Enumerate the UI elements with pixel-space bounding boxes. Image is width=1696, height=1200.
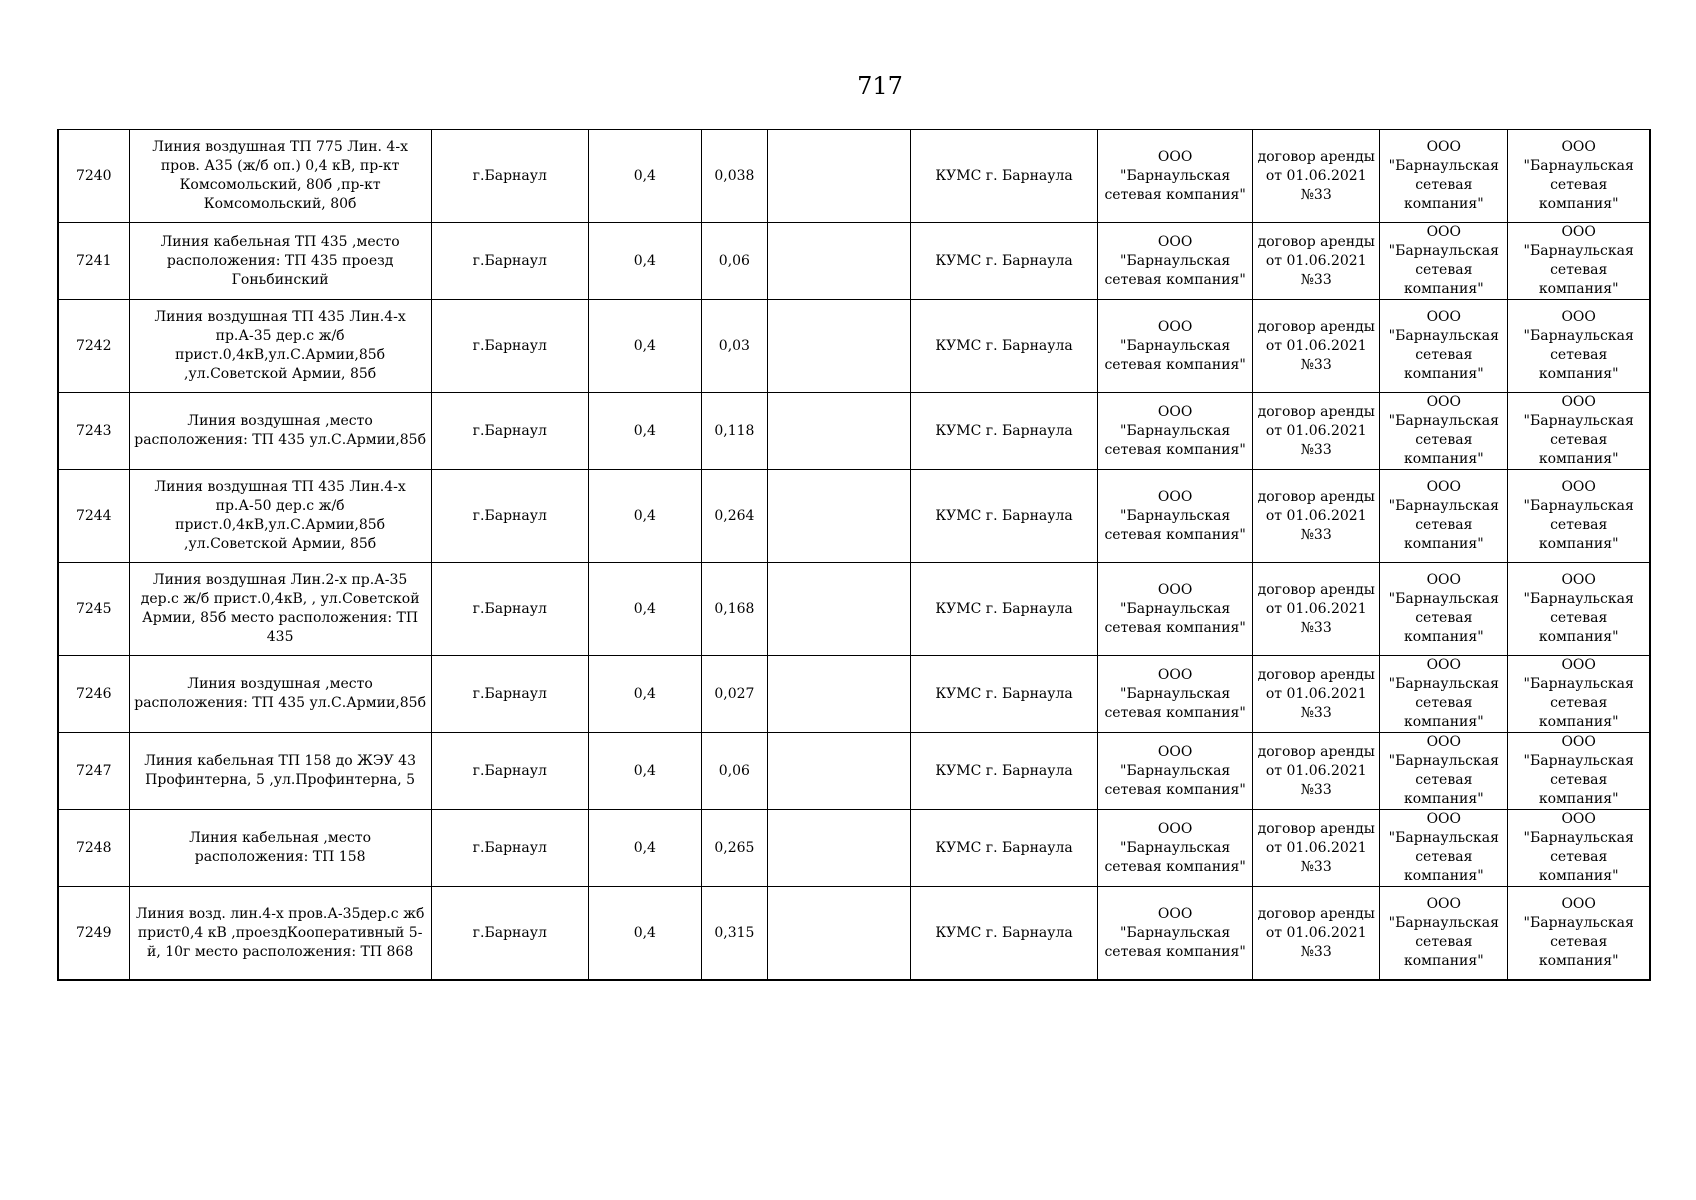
voltage-cell: 0,4 <box>588 810 701 887</box>
object-description-cell: Линия воздушная ТП 435 Лин.4-х пр.А-35 дер.с ж/б прист.0,4кВ,ул.С.Армии,85б ,ул.Советской Армии, 85б <box>129 300 431 393</box>
operator-cell: ООО "Барнаульская сетевая компания" <box>1380 300 1508 393</box>
voltage-cell: 0,4 <box>588 733 701 810</box>
registry-table <box>57 129 1651 981</box>
city-cell: г.Барнаул <box>431 656 588 733</box>
contract-cell: договор аренды от 01.06.2021 №33 <box>1253 300 1380 393</box>
voltage-cell: 0,4 <box>588 130 701 223</box>
row-number-cell: 7243 <box>58 393 129 470</box>
holder-cell: ООО "Барнаульская сетевая компания" <box>1098 733 1253 810</box>
contract-cell: договор аренды от 01.06.2021 №33 <box>1253 223 1380 300</box>
owner-cell: КУМС г. Барнаула <box>910 810 1097 887</box>
city-cell: г.Барнаул <box>431 223 588 300</box>
contract-cell: договор аренды от 01.06.2021 №33 <box>1253 810 1380 887</box>
table-row <box>58 656 1650 733</box>
line-length-cell: 0,315 <box>701 887 767 981</box>
voltage-cell: 0,4 <box>588 563 701 656</box>
operator-cell: ООО "Барнаульская сетевая компания" <box>1380 887 1508 981</box>
city-cell: г.Барнаул <box>431 393 588 470</box>
user-cell: ООО "Барнаульская сетевая компания" <box>1508 223 1650 300</box>
extra-value-cell <box>767 223 910 300</box>
voltage-cell: 0,4 <box>588 470 701 563</box>
holder-cell: ООО "Барнаульская сетевая компания" <box>1098 887 1253 981</box>
city-cell: г.Барнаул <box>431 130 588 223</box>
object-description-cell: Линия воздушная ,место расположения: ТП 435 ул.С.Армии,85б <box>129 656 431 733</box>
voltage-cell: 0,4 <box>588 223 701 300</box>
user-cell: ООО "Барнаульская сетевая компания" <box>1508 887 1650 981</box>
object-description-cell: Линия кабельная ,место расположения: ТП 158 <box>129 810 431 887</box>
operator-cell: ООО "Барнаульская сетевая компания" <box>1380 656 1508 733</box>
owner-cell: КУМС г. Барнаула <box>910 656 1097 733</box>
owner-cell: КУМС г. Барнаула <box>910 733 1097 810</box>
object-description-cell: Линия возд. лин.4-х пров.А-35дер.с жб прист0,4 кВ ,проездКооперативный 5-й, 10г место расположения: ТП 868 <box>129 887 431 981</box>
voltage-cell: 0,4 <box>588 393 701 470</box>
city-cell: г.Барнаул <box>431 470 588 563</box>
table-row <box>58 470 1650 563</box>
extra-value-cell <box>767 810 910 887</box>
owner-cell: КУМС г. Барнаула <box>910 470 1097 563</box>
line-length-cell: 0,265 <box>701 810 767 887</box>
line-length-cell: 0,027 <box>701 656 767 733</box>
contract-cell: договор аренды от 01.06.2021 №33 <box>1253 393 1380 470</box>
operator-cell: ООО "Барнаульская сетевая компания" <box>1380 393 1508 470</box>
owner-cell: КУМС г. Барнаула <box>910 223 1097 300</box>
owner-cell: КУМС г. Барнаула <box>910 130 1097 223</box>
line-length-cell: 0,03 <box>701 300 767 393</box>
city-cell: г.Барнаул <box>431 733 588 810</box>
city-cell: г.Барнаул <box>431 563 588 656</box>
table-row <box>58 130 1650 223</box>
extra-value-cell <box>767 887 910 981</box>
extra-value-cell <box>767 393 910 470</box>
contract-cell: договор аренды от 01.06.2021 №33 <box>1253 887 1380 981</box>
user-cell: ООО "Барнаульская сетевая компания" <box>1508 563 1650 656</box>
holder-cell: ООО "Барнаульская сетевая компания" <box>1098 223 1253 300</box>
holder-cell: ООО "Барнаульская сетевая компания" <box>1098 300 1253 393</box>
operator-cell: ООО "Барнаульская сетевая компания" <box>1380 733 1508 810</box>
extra-value-cell <box>767 656 910 733</box>
table-body <box>58 130 1650 981</box>
user-cell: ООО "Барнаульская сетевая компания" <box>1508 733 1650 810</box>
extra-value-cell <box>767 300 910 393</box>
table-row <box>58 393 1650 470</box>
line-length-cell: 0,06 <box>701 223 767 300</box>
row-number-cell: 7249 <box>58 887 129 981</box>
row-number-cell: 7247 <box>58 733 129 810</box>
contract-cell: договор аренды от 01.06.2021 №33 <box>1253 470 1380 563</box>
contract-cell: договор аренды от 01.06.2021 №33 <box>1253 130 1380 223</box>
contract-cell: договор аренды от 01.06.2021 №33 <box>1253 733 1380 810</box>
line-length-cell: 0,118 <box>701 393 767 470</box>
user-cell: ООО "Барнаульская сетевая компания" <box>1508 393 1650 470</box>
user-cell: ООО "Барнаульская сетевая компания" <box>1508 810 1650 887</box>
row-number-cell: 7246 <box>58 656 129 733</box>
row-number-cell: 7241 <box>58 223 129 300</box>
holder-cell: ООО "Барнаульская сетевая компания" <box>1098 130 1253 223</box>
user-cell: ООО "Барнаульская сетевая компания" <box>1508 656 1650 733</box>
operator-cell: ООО "Барнаульская сетевая компания" <box>1380 130 1508 223</box>
owner-cell: КУМС г. Барнаула <box>910 393 1097 470</box>
line-length-cell: 0,06 <box>701 733 767 810</box>
city-cell: г.Барнаул <box>431 810 588 887</box>
operator-cell: ООО "Барнаульская сетевая компания" <box>1380 223 1508 300</box>
page-number: 717 <box>857 72 903 100</box>
extra-value-cell <box>767 130 910 223</box>
operator-cell: ООО "Барнаульская сетевая компания" <box>1380 810 1508 887</box>
holder-cell: ООО "Барнаульская сетевая компания" <box>1098 656 1253 733</box>
holder-cell: ООО "Барнаульская сетевая компания" <box>1098 393 1253 470</box>
object-description-cell: Линия воздушная Лин.2-х пр.А-35 дер.с ж/б прист.0,4кВ, , ул.Советской Армии, 85б место расположения: ТП 435 <box>129 563 431 656</box>
line-length-cell: 0,264 <box>701 470 767 563</box>
row-number-cell: 7242 <box>58 300 129 393</box>
voltage-cell: 0,4 <box>588 887 701 981</box>
object-description-cell: Линия кабельная ТП 435 ,место расположения: ТП 435 проезд Гоньбинский <box>129 223 431 300</box>
owner-cell: КУМС г. Барнаула <box>910 887 1097 981</box>
line-length-cell: 0,038 <box>701 130 767 223</box>
line-length-cell: 0,168 <box>701 563 767 656</box>
table-row <box>58 300 1650 393</box>
table-row <box>58 810 1650 887</box>
object-description-cell: Линия кабельная ТП 158 до ЖЭУ 43 Профинтерна, 5 ,ул.Профинтерна, 5 <box>129 733 431 810</box>
contract-cell: договор аренды от 01.06.2021 №33 <box>1253 656 1380 733</box>
holder-cell: ООО "Барнаульская сетевая компания" <box>1098 810 1253 887</box>
table-row <box>58 733 1650 810</box>
object-description-cell: Линия воздушная ТП 775 Лин. 4-х пров. А35 (ж/б оп.) 0,4 кВ, пр-кт Комсомольский, 80б ,пр-кт Комсомольский, 80б <box>129 130 431 223</box>
row-number-cell: 7240 <box>58 130 129 223</box>
voltage-cell: 0,4 <box>588 300 701 393</box>
extra-value-cell <box>767 470 910 563</box>
object-description-cell: Линия воздушная ТП 435 Лин.4-х пр.А-50 дер.с ж/б прист.0,4кВ,ул.С.Армии,85б ,ул.Советской Армии, 85б <box>129 470 431 563</box>
voltage-cell: 0,4 <box>588 656 701 733</box>
holder-cell: ООО "Барнаульская сетевая компания" <box>1098 470 1253 563</box>
contract-cell: договор аренды от 01.06.2021 №33 <box>1253 563 1380 656</box>
row-number-cell: 7244 <box>58 470 129 563</box>
row-number-cell: 7248 <box>58 810 129 887</box>
operator-cell: ООО "Барнаульская сетевая компания" <box>1380 470 1508 563</box>
extra-value-cell <box>767 563 910 656</box>
holder-cell: ООО "Барнаульская сетевая компания" <box>1098 563 1253 656</box>
row-number-cell: 7245 <box>58 563 129 656</box>
user-cell: ООО "Барнаульская сетевая компания" <box>1508 470 1650 563</box>
extra-value-cell <box>767 733 910 810</box>
user-cell: ООО "Барнаульская сетевая компания" <box>1508 130 1650 223</box>
user-cell: ООО "Барнаульская сетевая компания" <box>1508 300 1650 393</box>
city-cell: г.Барнаул <box>431 887 588 981</box>
object-description-cell: Линия воздушная ,место расположения: ТП 435 ул.С.Армии,85б <box>129 393 431 470</box>
city-cell: г.Барнаул <box>431 300 588 393</box>
table-row <box>58 887 1650 981</box>
owner-cell: КУМС г. Барнаула <box>910 300 1097 393</box>
table-row <box>58 223 1650 300</box>
table-row <box>58 563 1650 656</box>
owner-cell: КУМС г. Барнаула <box>910 563 1097 656</box>
operator-cell: ООО "Барнаульская сетевая компания" <box>1380 563 1508 656</box>
